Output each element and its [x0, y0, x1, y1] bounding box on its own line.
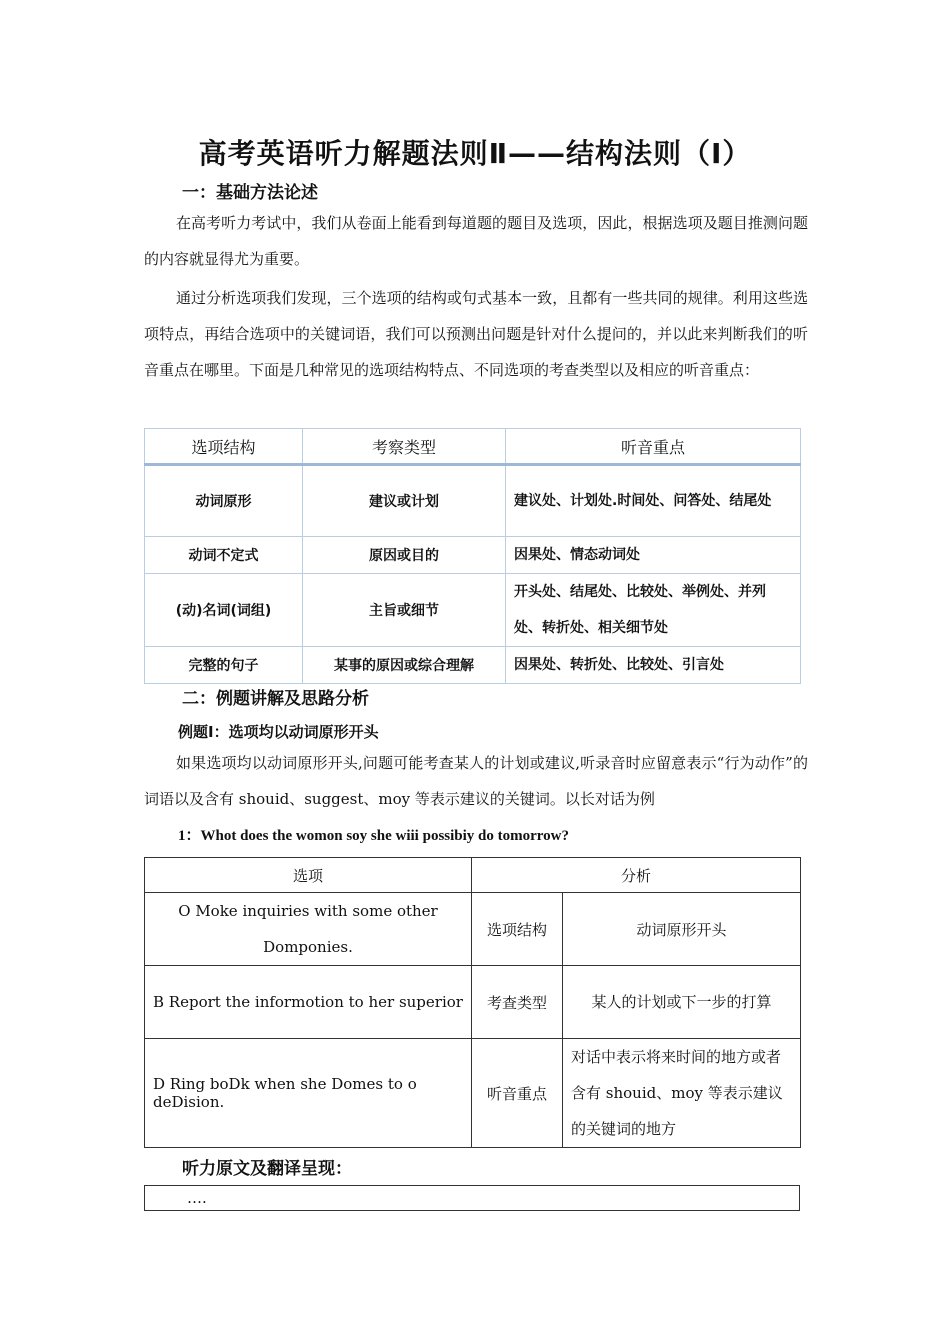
- table-cell: 动词原形: [145, 465, 303, 537]
- analysis-table: [144, 857, 801, 1148]
- table-row: [145, 966, 801, 1039]
- option-b: B Report the informotion to her superior: [145, 966, 472, 1039]
- table-row: [145, 574, 801, 647]
- table-cell: 建议或计划: [303, 465, 506, 537]
- section2-heading: 二：例题讲解及思路分析: [182, 689, 369, 709]
- value-structure: 动词原形开头: [563, 893, 801, 966]
- table-row: [145, 647, 801, 684]
- analysis-header-row: [145, 858, 801, 893]
- table-cell: 某事的原因或综合理解: [303, 647, 506, 684]
- table-row: [145, 465, 801, 537]
- example-question: 1：Whot does the womon soy she wiii possibiy do tomorrow?: [178, 828, 570, 844]
- table-cell: 因果处、情态动词处: [506, 537, 801, 574]
- table-cell: 动词不定式: [145, 537, 303, 574]
- option-a: O Moke inquiries with some other Domponies.: [145, 893, 472, 966]
- table-row: [145, 537, 801, 574]
- label-structure: 选项结构: [472, 893, 563, 966]
- value-type: 某人的计划或下一步的打算: [563, 966, 801, 1039]
- table-cell: 建议处、计划处.时间处、问答处、结尾处: [506, 465, 801, 537]
- table-row: [145, 1039, 801, 1148]
- structure-table: [144, 428, 801, 684]
- section3-heading: 听力原文及翻译呈现：: [182, 1159, 352, 1179]
- page-title: 高考英语听力解题法则Ⅱ——结构法则（Ⅰ）: [198, 137, 752, 170]
- options-header: 选项: [145, 858, 472, 893]
- label-type: 考查类型: [472, 966, 563, 1039]
- table-cell: 主旨或细节: [303, 574, 506, 647]
- table-header: 考察类型: [303, 429, 506, 465]
- section1-paragraph-2: 通过分析选项我们发现，三个选项的结构或句式基本一致，且都有一些共同的规律。利用这些选项特点，再结合选项中的关键词语，我们可以预测出问题是针对什么提问的，并以此来判断我们的听音重点在哪里。下面是几种常见的选项结构特点、不同选项的考查类型以及相应的听音重点：: [144, 289, 808, 379]
- value-focus: 对话中表示将来时间的地方或者含有 shouid、moy 等表示建议的关键词的地方: [563, 1039, 801, 1148]
- table-header: 选项结构: [145, 429, 303, 465]
- table-cell: 因果处、转折处、比较处、引言处: [506, 647, 801, 684]
- transcript-box: [144, 1185, 800, 1211]
- table-cell: (动)名词(词组): [145, 574, 303, 647]
- structure-table-header-row: [145, 429, 801, 465]
- table-cell: 开头处、结尾处、比较处、举例处、并列处、转折处、相关细节处: [506, 574, 801, 647]
- table-row: [145, 893, 801, 966]
- analysis-header: 分析: [472, 858, 801, 893]
- table-cell: 原因或目的: [303, 537, 506, 574]
- transcript-content: ….: [145, 1186, 800, 1211]
- label-focus: 听音重点: [472, 1039, 563, 1148]
- example-heading: 例题Ⅰ：选项均以动词原形开头: [178, 723, 379, 741]
- section1-heading: 一：基础方法论述: [182, 183, 318, 203]
- option-d: D Ring boDk when she Domes to o deDision.: [145, 1039, 472, 1148]
- section1-paragraph-1: 在高考听力考试中，我们从卷面上能看到每道题的题目及选项，因此，根据选项及题目推测问题的内容就显得尤为重要。: [144, 214, 808, 268]
- section2-paragraph: 如果选项均以动词原形开头,问题可能考查某人的计划或建议,听录音时应留意表示“行为动作”的词语以及含有 shouid、suggest、moy 等表示建议的关键词。以长对话为例: [144, 754, 808, 808]
- table-header: 听音重点: [506, 429, 801, 465]
- table-cell: 完整的句子: [145, 647, 303, 684]
